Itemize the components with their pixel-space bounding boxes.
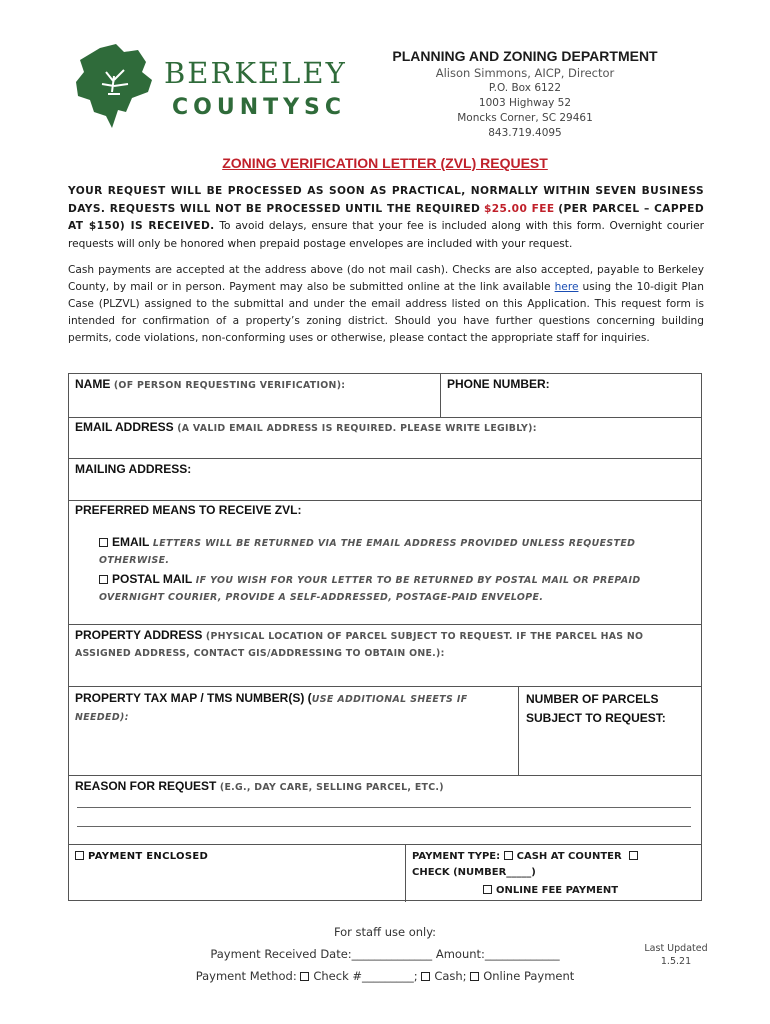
- check-checkbox[interactable]: [629, 851, 638, 860]
- county-map-icon: [72, 42, 164, 132]
- staff-online-checkbox[interactable]: [470, 972, 479, 981]
- email-label: EMAIL ADDRESS: [75, 420, 174, 434]
- postal-mail-checkbox[interactable]: [99, 575, 108, 584]
- phone-label: PHONE NUMBER:: [447, 377, 550, 391]
- email-field[interactable]: [75, 420, 695, 434]
- divider: [69, 844, 701, 845]
- divider: [69, 458, 701, 459]
- notice-text: To avoid delays, ensure that your fee is included along with this form. Overnight courier requests will only be honored when prepaid postage envelopes are included with your request.: [68, 220, 704, 250]
- payment-enclosed-option[interactable]: [75, 849, 395, 862]
- staff-heading: For staff use only:: [333, 925, 437, 939]
- fee-amount: $25.00 FEE: [483, 202, 555, 215]
- divider: [405, 844, 406, 902]
- payment-text-1: Cash payments are accepted at the address above (do not mail cash). Checks are also accepted, payable to Berkeley County, by mail or in person. Payment may also be submitted online at the link available: [68, 264, 704, 293]
- payment-enclosed-label: PAYMENT ENCLOSED: [88, 851, 209, 862]
- cash-counter-checkbox[interactable]: [504, 851, 513, 860]
- county-logo: [72, 42, 362, 132]
- last-updated-date: 1.5.21: [660, 956, 692, 967]
- mailing-label: MAILING ADDRESS:: [75, 462, 192, 476]
- processing-notice: [68, 183, 704, 253]
- option-postal-note: IF YOU WISH FOR YOUR LETTER TO BE RETURNED BY POSTAL MAIL OR PREPAID OVERNIGHT COURIER, PROVIDE A SELF-ADDRESSED, POSTAGE-PAID ENVELOPE.: [99, 575, 641, 603]
- name-label: NAME: [75, 377, 111, 391]
- payment-method-label: Payment Method:: [195, 969, 297, 983]
- payment-method-line: [150, 965, 620, 987]
- online-fee-checkbox[interactable]: [483, 885, 492, 894]
- divider: [69, 686, 701, 687]
- payment-instructions: [68, 262, 704, 347]
- staff-cash-checkbox[interactable]: [421, 972, 430, 981]
- tms-sublabel: USE ADDITIONAL SHEETS IF NEEDED):: [75, 694, 468, 723]
- street-address: 1003 Highway 52: [478, 97, 572, 109]
- email-checkbox[interactable]: [99, 538, 108, 547]
- staff-use-section: [150, 921, 620, 987]
- notice-bold-1: YOUR REQUEST WILL BE PROCESSED AS SOON AS PRACTICAL, NORMALLY WITHIN SEVEN BUSINESS DAYS. REQUESTS WILL NOT BE PROCESSED UNTIL THE REQUIRED: [68, 185, 704, 215]
- property-label: PROPERTY ADDRESS: [75, 628, 203, 642]
- payment-enclosed-checkbox[interactable]: [75, 851, 84, 860]
- number-of-parcels-field[interactable]: [526, 690, 686, 728]
- form-title: ZONING VERIFICATION LETTER (ZVL) REQUEST: [222, 155, 548, 171]
- tms-label: PROPERTY TAX MAP / TMS NUMBER(S) (: [75, 691, 312, 705]
- reason-line[interactable]: [77, 826, 691, 827]
- reason-label: REASON FOR REQUEST: [75, 779, 217, 793]
- option-postal-mail[interactable]: [99, 571, 695, 606]
- property-sublabel: (PHYSICAL LOCATION OF PARCEL SUBJECT TO REQUEST. IF THE PARCEL HAS NO ASSIGNED ADDRESS, CONTACT GIS/ADDRESSING TO OBTAIN ONE.):: [75, 631, 644, 659]
- method-cash: Cash;: [434, 969, 467, 983]
- director-name: Alison Simmons, AICP, Director: [435, 66, 615, 80]
- department-header: [380, 48, 670, 141]
- reason-sublabel: (E.G., DAY CARE, SELLING PARCEL, ETC.): [219, 782, 444, 793]
- online-fee-option[interactable]: [483, 885, 693, 896]
- method-check: Check #_________;: [313, 969, 418, 983]
- divider: [69, 417, 701, 418]
- reason-line[interactable]: [77, 807, 691, 808]
- online-fee-label: ONLINE FEE PAYMENT: [496, 885, 619, 896]
- method-online: Online Payment: [483, 969, 575, 983]
- payment-received-line: Payment Received Date:______________ Amount:_____________: [210, 947, 560, 961]
- department-name: PLANNING AND ZONING DEPARTMENT: [392, 48, 658, 64]
- preferred-means-label: [75, 503, 695, 517]
- tms-number-field[interactable]: [75, 690, 505, 726]
- divider: [69, 775, 701, 776]
- option-email-label: EMAIL: [112, 535, 150, 549]
- notice-bold-2: (PER PARCEL – CAPPED AT $150) IS RECEIVED.: [68, 202, 705, 232]
- option-email[interactable]: [99, 534, 695, 569]
- payment-type-label: PAYMENT TYPE:: [412, 851, 501, 862]
- option-postal-label: POSTAL MAIL: [112, 572, 193, 586]
- cash-counter-label: CASH AT COUNTER: [516, 851, 622, 862]
- logo-county-sub: COUNTYSC: [172, 95, 347, 120]
- divider: [440, 374, 441, 417]
- payment-text-2: using the 10-digit Plan Case (PLZVL) assigned to the submittal and under the email address listed on this Application. This request form is intended for confirmation of a property’s zoning district. Should you have further questions concerning building permits, code violations, non-conforming uses or otherwise, please contact the appropriate staff for inquiries.: [68, 281, 705, 344]
- email-sublabel: (A VALID EMAIL ADDRESS IS REQUIRED. PLEASE WRITE LEGIBLY):: [177, 423, 537, 434]
- payment-type-group: [412, 849, 697, 881]
- po-box: P.O. Box 6122: [488, 82, 562, 94]
- parcels-label: NUMBER OF PARCELS SUBJECT TO REQUEST:: [526, 692, 666, 725]
- means-label: PREFERRED MEANS TO RECEIVE ZVL:: [75, 503, 302, 517]
- property-address-field[interactable]: [75, 627, 695, 662]
- phone-number: 843.719.4095: [488, 127, 562, 139]
- divider: [69, 500, 701, 501]
- option-email-note: LETTERS WILL BE RETURNED VIA THE EMAIL ADDRESS PROVIDED UNLESS REQUESTED OTHERWISE.: [99, 538, 636, 566]
- mailing-address-field[interactable]: [75, 462, 695, 476]
- request-form: [68, 373, 702, 901]
- city-state-zip: Moncks Corner, SC 29461: [457, 112, 593, 124]
- online-payment-link[interactable]: here: [554, 281, 579, 293]
- reason-field[interactable]: [75, 779, 695, 793]
- last-updated-note: [636, 942, 716, 968]
- name-field[interactable]: [75, 377, 435, 391]
- name-sublabel: (OF PERSON REQUESTING VERIFICATION):: [113, 380, 346, 391]
- divider: [518, 686, 519, 775]
- staff-check-checkbox[interactable]: [300, 972, 309, 981]
- last-updated-label: Last Updated: [644, 943, 708, 954]
- logo-county-name: BERKELEY: [164, 56, 347, 90]
- check-number-label: CHECK (NUMBER_____): [412, 867, 536, 878]
- phone-field[interactable]: [447, 377, 697, 391]
- divider: [69, 624, 701, 625]
